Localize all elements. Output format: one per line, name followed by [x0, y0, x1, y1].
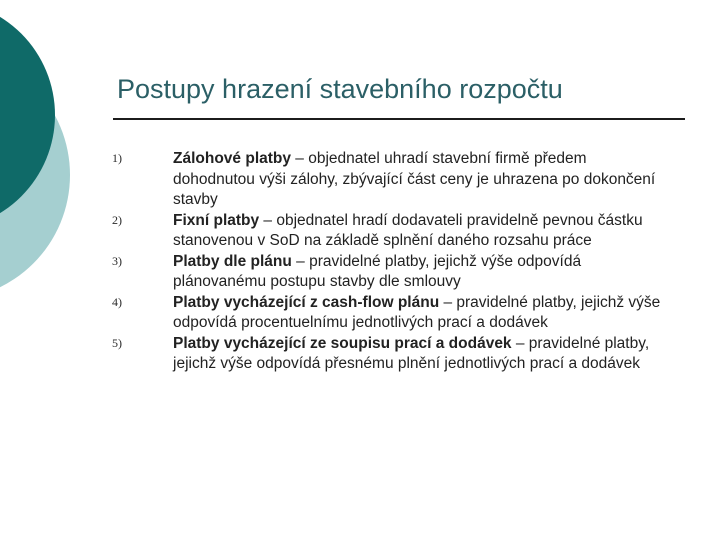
- item-description: – objednatel hradí dodavateli pravidelně pevnou částku stanovenou v SoD na základě splnění daného rozsahu práce: [173, 211, 643, 249]
- item-number: 4): [112, 294, 122, 309]
- item-number: 5): [112, 335, 122, 350]
- list-item: [112, 334, 692, 375]
- item-description: – pravidelné platby, jejichž výše odpovídá procentuelnímu jednotlivých prací a dodávek: [173, 293, 661, 331]
- item-description: – pravidelné platby, jejichž výše odpovídá plánovanému postupu stavby dle smlouvy: [173, 252, 582, 290]
- item-description: – objednatel uhradí stavební firmě předem dohodnutou výši zálohy, zbývající část ceny je uhrazena po dokončení stavby: [173, 150, 656, 208]
- title-divider: [113, 118, 685, 120]
- list-item: [112, 211, 692, 252]
- item-number: 3): [112, 253, 122, 268]
- list-item: [112, 252, 692, 293]
- item-text: [173, 252, 663, 293]
- item-text: [173, 293, 663, 334]
- item-heading: Platby vycházející ze soupisu prací a dodávek: [173, 334, 512, 352]
- item-heading: Fixní platby: [173, 211, 260, 229]
- decorative-circles: [0, 0, 100, 300]
- item-description: – pravidelné platby, jejichž výše odpovídá přesnému plnění jednotlivých prací a dodávek: [173, 334, 650, 372]
- item-number: 2): [112, 212, 122, 227]
- list-item: [112, 293, 692, 334]
- item-heading: Platby vycházející z cash-flow plánu: [173, 293, 440, 311]
- item-heading: Zálohové platby: [173, 150, 291, 167]
- item-text: [173, 334, 663, 375]
- item-text: [173, 149, 663, 211]
- list-item: [112, 149, 692, 211]
- payment-methods-list: [112, 149, 692, 375]
- item-number: 1): [112, 151, 122, 165]
- item-heading: Platby dle plánu: [173, 252, 292, 270]
- item-text: [173, 211, 663, 252]
- page-title: Postupy hrazení stavebního rozpočtu: [117, 74, 563, 104]
